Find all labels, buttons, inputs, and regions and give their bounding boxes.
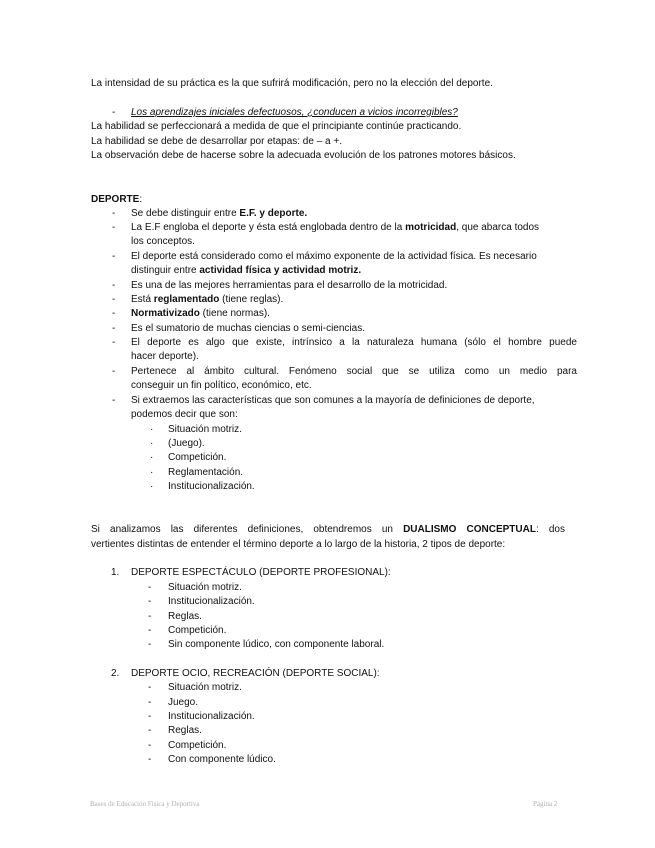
- sub-list-item: Sin componente lúdico, con componente laboral.: [168, 639, 385, 650]
- sub-list-item: Juego.: [168, 697, 199, 708]
- dash-bullet: -: [148, 754, 152, 765]
- list-item: Pertenece al ámbito cultural. Fenómeno social que se utiliza como un medio para: [131, 366, 577, 377]
- list-item-continuation: los conceptos.: [131, 236, 195, 247]
- section-heading-deporte: [91, 193, 142, 206]
- dash-bullet: -: [148, 625, 152, 636]
- sub-list-item: Con componente lúdico.: [168, 754, 276, 765]
- list-item: [131, 207, 307, 220]
- list-item-continuation: [131, 264, 361, 277]
- list-item: [131, 221, 539, 234]
- list-item-continuation: conseguir un fin político, económico, etc.: [131, 380, 312, 391]
- item-bold: reglamentado: [153, 294, 220, 305]
- dash-bullet: -: [148, 682, 152, 693]
- dash-bullet: -: [148, 740, 152, 751]
- numbered-heading: DEPORTE OCIO, RECREACIÓN (DEPORTE SOCIAL):: [131, 668, 380, 679]
- sub-list-item: Competición.: [168, 452, 227, 463]
- item-bold: Normativizado: [131, 308, 200, 319]
- paragraph-text: : dos: [535, 524, 565, 535]
- numbered-heading: DEPORTE ESPECTÁCULO (DEPORTE PROFESIONAL):: [131, 567, 391, 578]
- sub-list-item: Reglamentación.: [168, 467, 244, 478]
- intro-line: La habilidad se perfeccionará a medida de que el principiante continúe practicando.: [91, 121, 462, 132]
- sub-list-item: Competición.: [168, 740, 227, 751]
- sub-list-item: Institucionalización.: [168, 481, 255, 492]
- list-item: Si extraemos las características que son comunes a la mayoría de definiciones de deporte,: [131, 395, 535, 406]
- list-item: Es el sumatorio de muchas ciencias o semi-ciencias.: [131, 323, 365, 334]
- footer-left: Bases de Educación Física y Deportiva: [90, 800, 200, 808]
- dash-bullet: -: [112, 337, 116, 348]
- dash-bullet: -: [148, 725, 152, 736]
- intro-paragraph: La intensidad de su práctica es la que sufrirá modificación, pero no la elección del deporte.: [91, 78, 493, 89]
- dash-bullet: -: [148, 582, 152, 593]
- dot-bullet: ·: [150, 438, 154, 449]
- dash-bullet: -: [112, 308, 116, 319]
- dash-bullet: -: [112, 280, 116, 291]
- list-item: El deporte está considerado como el máximo exponente de la actividad física. Es necesario: [131, 251, 537, 262]
- item-text: La E.F engloba el deporte y ésta está englobada dentro de la: [131, 222, 406, 233]
- item-text: , que abarca todos: [456, 222, 540, 233]
- list-item: Es una de las mejores herramientas para el desarrollo de la motricidad.: [131, 280, 448, 291]
- item-bold: actividad física y actividad motriz.: [199, 265, 362, 276]
- sub-list-item: Competición.: [168, 625, 227, 636]
- dash-bullet: -: [148, 596, 152, 607]
- sub-list-item: Situación motriz.: [168, 424, 242, 435]
- list-item: [131, 293, 283, 306]
- sub-list-item: (Juego).: [168, 438, 205, 449]
- dash-bullet: -: [112, 323, 116, 334]
- dot-bullet: ·: [150, 481, 154, 492]
- item-text: Se debe distinguir entre: [131, 208, 240, 219]
- sub-list-item: Situación motriz.: [168, 582, 242, 593]
- list-item: El deporte es algo que existe, intrínsico a la naturaleza humana (sólo el hombre puede: [131, 337, 577, 348]
- dash-bullet: -: [112, 251, 116, 262]
- intro-line: La observación debe de hacerse sobre la adecuada evolución de los patrones motores básicos.: [91, 150, 516, 161]
- sub-list-item: Reglas.: [168, 611, 202, 622]
- dash-bullet: -: [112, 107, 116, 118]
- sub-list-item: Reglas.: [168, 725, 202, 736]
- list-number: 2.: [111, 668, 120, 679]
- sub-list-item: Institucionalización.: [168, 596, 255, 607]
- sub-list-item: Institucionalización.: [168, 711, 255, 722]
- item-text: (tiene reglas).: [219, 294, 284, 305]
- dualismo-paragraph-line2: vertientes distintas de entender el término deporte a lo largo de la historia, 2 tipos de deporte:: [91, 539, 506, 550]
- list-item-continuation: hacer deporte).: [131, 351, 199, 362]
- dash-bullet: -: [112, 222, 116, 233]
- dash-bullet: -: [112, 366, 116, 377]
- dot-bullet: ·: [150, 452, 154, 463]
- item-bold: motricidad: [405, 222, 457, 233]
- dash-bullet: -: [112, 395, 116, 406]
- heading-colon: :: [139, 194, 143, 205]
- dash-bullet: -: [148, 639, 152, 650]
- question-heading: Los aprendizajes iniciales defectuosos, ¿conducen a vicios incorregibles?: [131, 107, 458, 118]
- list-item: [131, 307, 270, 320]
- intro-line: La habilidad se debe de desarrollar por etapas: de – a +.: [91, 136, 343, 147]
- dot-bullet: ·: [150, 424, 154, 435]
- paragraph-bold: DUALISMO CONCEPTUAL: [403, 524, 536, 535]
- item-text: (tiene normas).: [199, 308, 270, 319]
- sub-list-item: Situación motriz.: [168, 682, 242, 693]
- dash-bullet: -: [148, 697, 152, 708]
- dash-bullet: -: [112, 294, 116, 305]
- item-text: Está: [131, 294, 154, 305]
- dot-bullet: ·: [150, 467, 154, 478]
- footer-page-number: Página 2: [533, 800, 558, 808]
- dash-bullet: -: [112, 208, 116, 219]
- heading-text: DEPORTE: [91, 194, 140, 205]
- dash-bullet: -: [148, 711, 152, 722]
- list-number: 1.: [111, 567, 120, 578]
- dualismo-paragraph: [91, 523, 565, 536]
- item-text: distinguir entre: [131, 265, 200, 276]
- item-bold: E.F. y deporte.: [239, 208, 308, 219]
- dash-bullet: -: [148, 611, 152, 622]
- paragraph-text: Si analizamos las diferentes definiciones, obtendremos un: [91, 524, 404, 535]
- list-item-continuation: podemos decir que son:: [131, 409, 238, 420]
